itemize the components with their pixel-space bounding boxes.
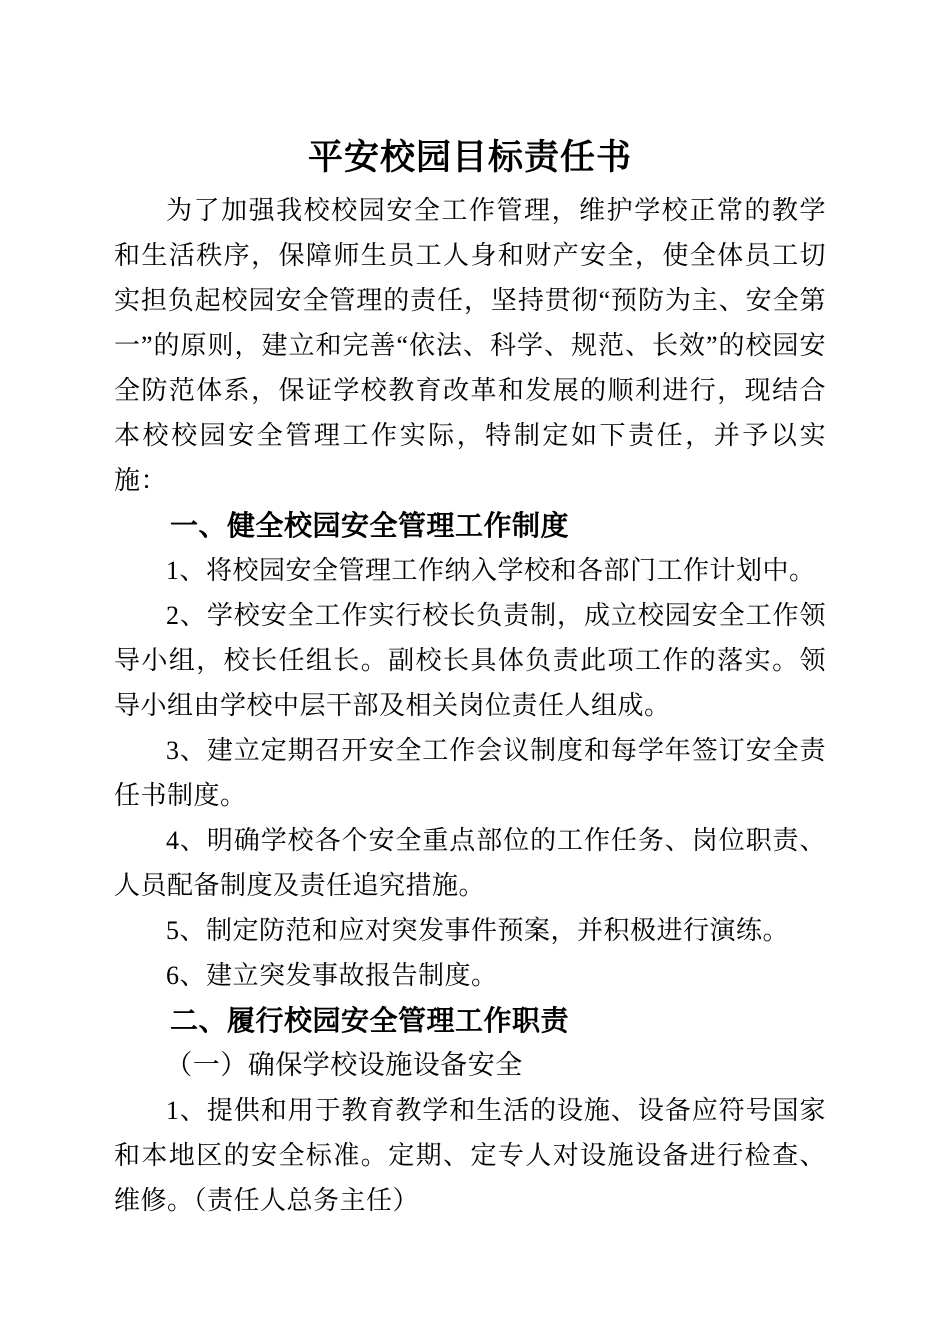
- section-1-heading: 一、健全校园安全管理工作制度: [170, 510, 570, 541]
- document-title: 平安校园目标责任书: [307, 138, 632, 177]
- section-1-item-3: 3、建立定期召开安全工作会议制度和每学年签订安全责任书制度。: [114, 736, 826, 810]
- section-2-heading: 二、履行校园安全管理工作职责: [170, 1005, 570, 1036]
- section-1-item-4: 4、明确学校各个安全重点部位的工作任务、岗位职责、人员配备制度及责任追究措施。: [114, 826, 826, 900]
- section-1-item-2: 2、学校安全工作实行校长负责制，成立校园安全工作领导小组，校长任组长。副校长具体负责此项工作的落实。领导小组由学校中层干部及相关岗位责任人组成。: [114, 601, 826, 720]
- section-2-subsection-1-heading: （一）确保学校设施设备安全: [165, 1050, 523, 1080]
- section-1-item-5: 5、制定防范和应对突发事件预案，并积极进行演练。: [166, 916, 790, 945]
- section-1-item-1: 1、将校园安全管理工作纳入学校和各部门工作计划中。: [166, 556, 816, 585]
- intro-paragraph: 为了加强我校校园安全工作管理，维护学校正常的教学和生活秩序，保障师生员工人身和财产安全，使全体员工切实担负起校园安全管理的责任，坚持贯彻“预防为主、安全第一”的原则，建立和完善“依法、科学、规范、长效”的校园安全防范体系，保证学校教育改革和发展的顺利进行，现结合本校校园安全管理工作实际，特制定如下责任，并予以实施：: [114, 196, 826, 495]
- section-1-item-6: 6、建立突发事故报告制度。: [166, 961, 498, 990]
- section-2-subsection-1-item-1: 1、提供和用于教育教学和生活的设施、设备应符号国家和本地区的安全标准。定期、定专人对设施设备进行检查、维修。（责任人总务主任）: [114, 1096, 826, 1215]
